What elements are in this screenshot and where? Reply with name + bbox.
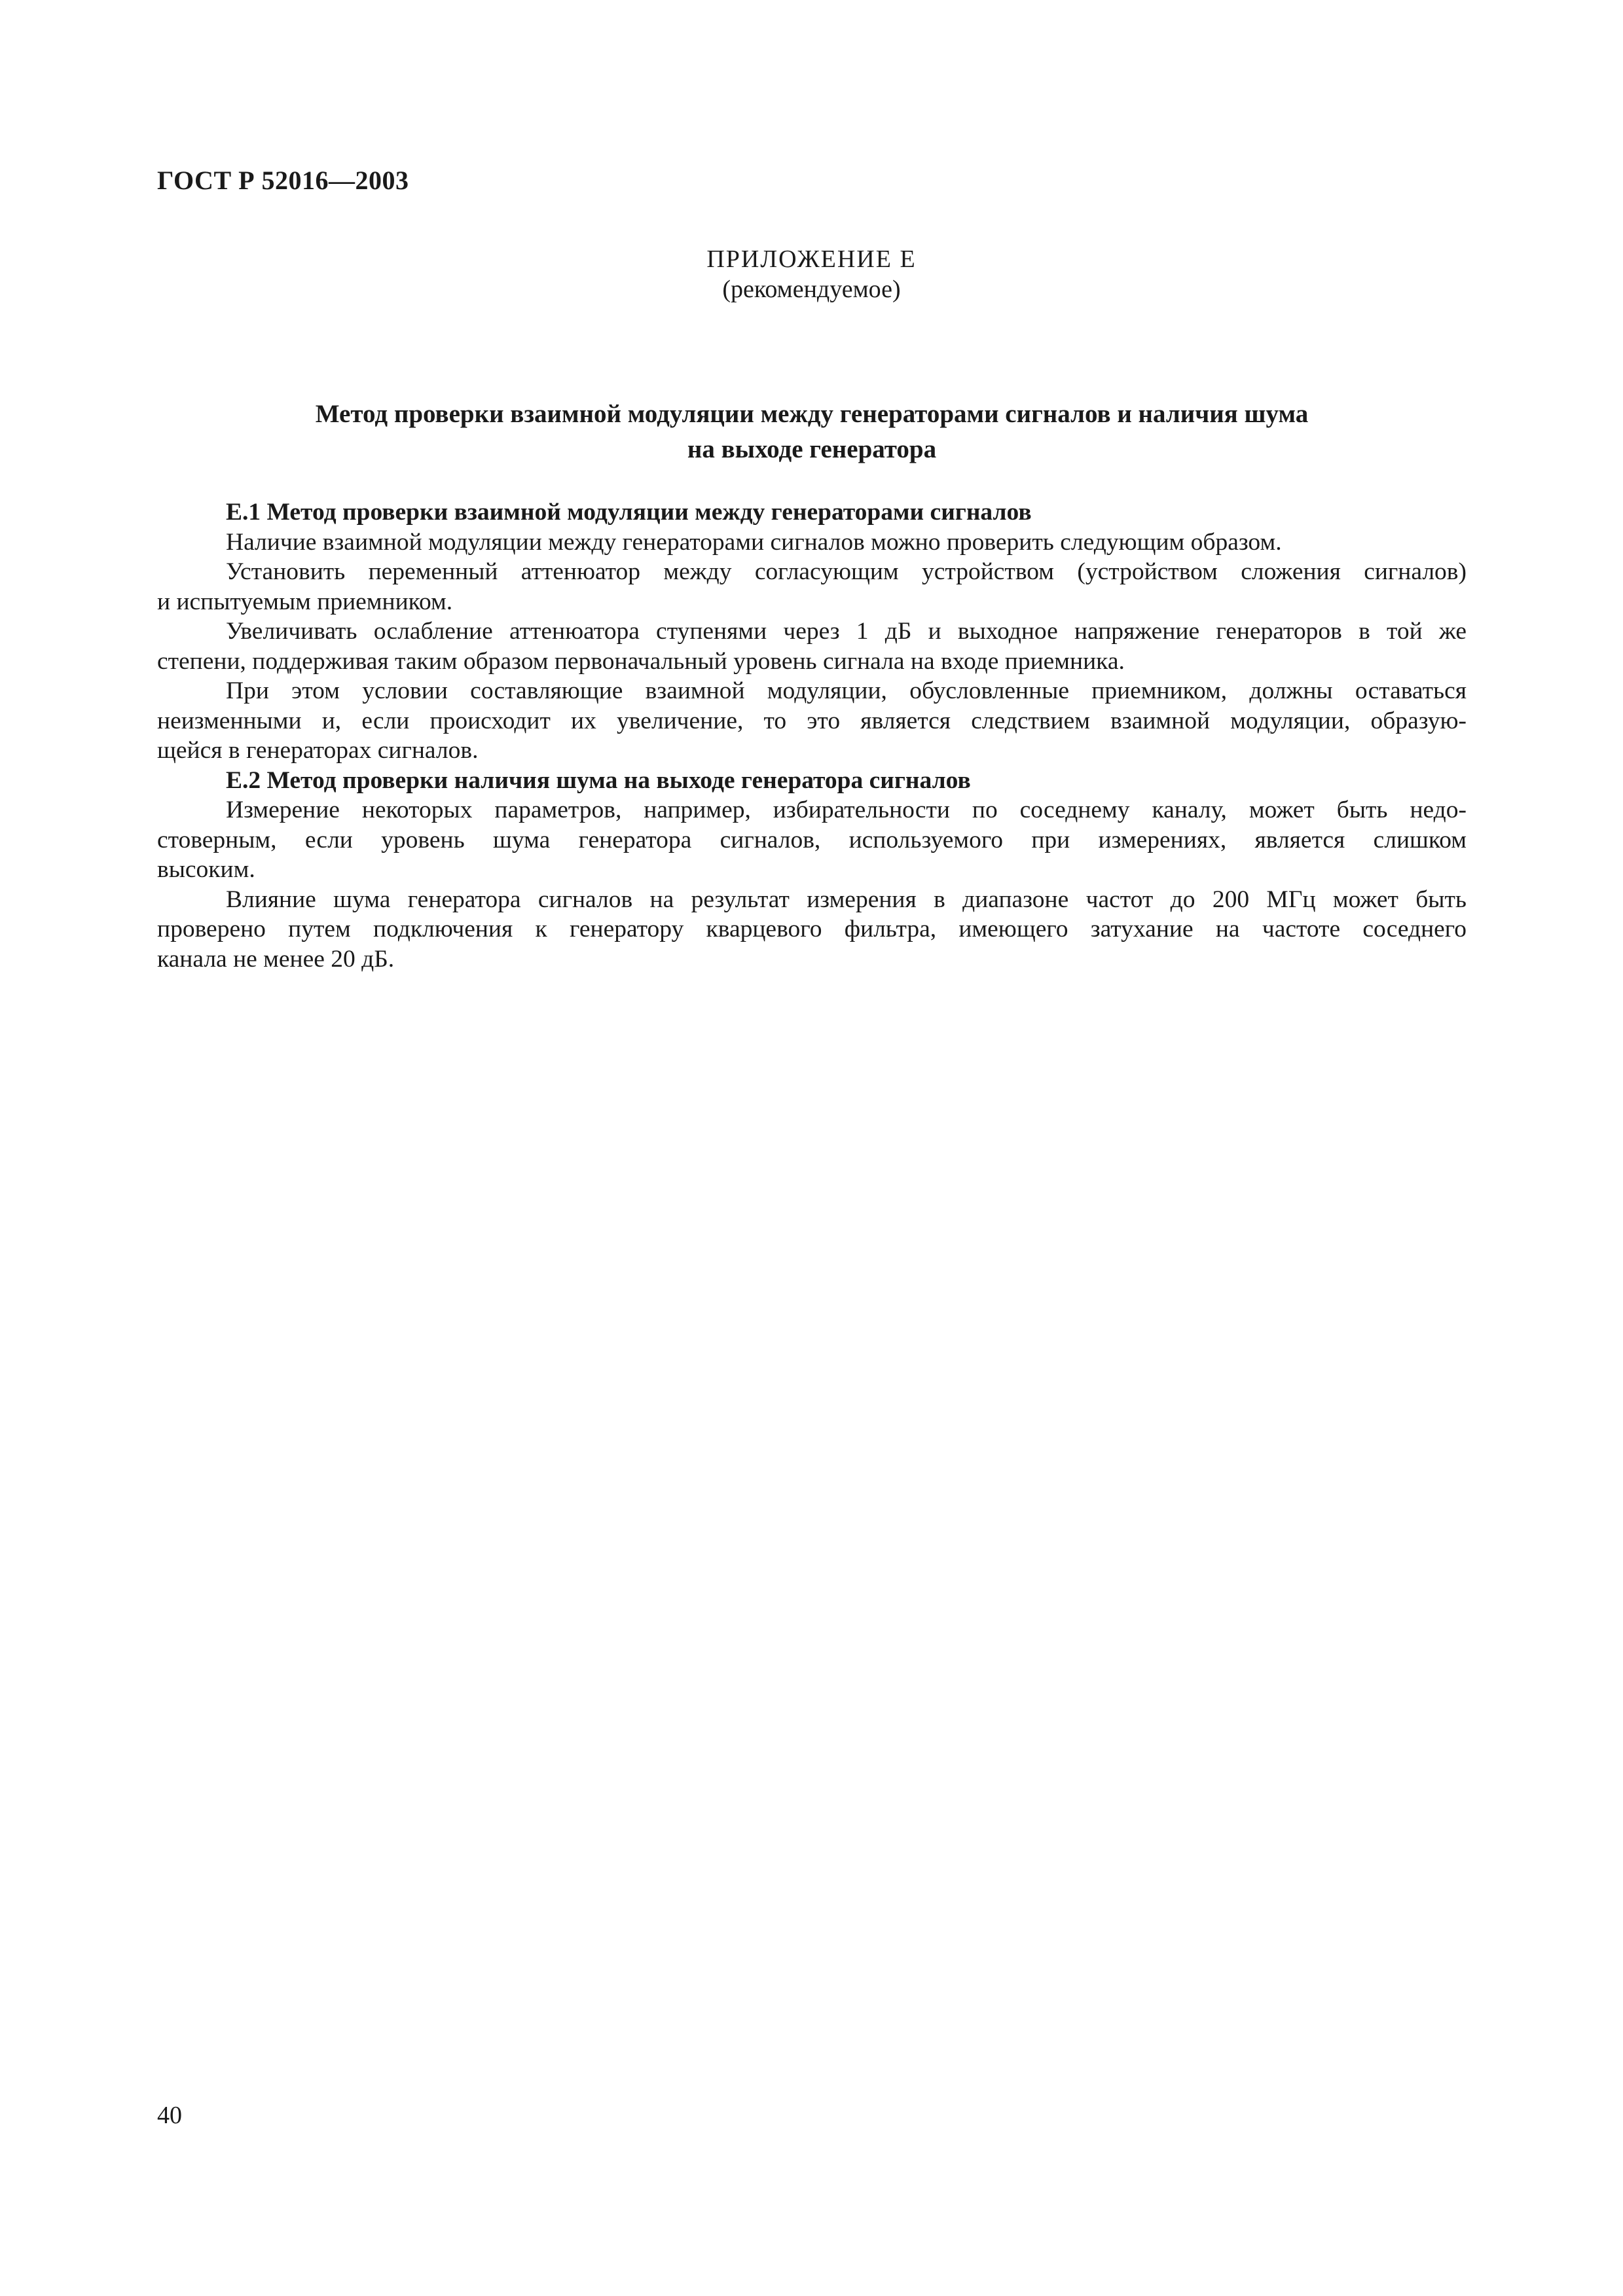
section-1-paragraph-2: [157, 557, 1467, 617]
page-number: 40: [157, 2102, 182, 2129]
paragraph-line: При этом условии составляющие взаимной модуляции, обусловленные приемником, должны оставаться: [226, 677, 1467, 704]
paragraph-line: Влияние шума генератора сигналов на результат измерения в диапазоне частот до 200 МГц может быть: [226, 886, 1467, 913]
section-1-paragraph-1: [157, 528, 1467, 558]
section-2-paragraph-2: [157, 885, 1467, 975]
appendix-heading: [0, 243, 1623, 304]
paragraph-line: канала не менее 20 дБ.: [157, 945, 395, 973]
document-title-line-2: на выходе генератора: [687, 435, 937, 463]
section-1-heading: Е.1 Метод проверки взаимной модуляции между генераторами сигналов: [226, 499, 1032, 526]
paragraph-line: неизменными и, если происходит их увеличение, то это является следствием взаимной модуляции, образую-: [157, 707, 1467, 734]
paragraph-line: и испытуемым приемником.: [157, 588, 453, 615]
body-text: [157, 497, 1467, 974]
section-1-paragraph-4: [157, 676, 1467, 766]
paragraph-line: Наличие взаимной модуляции между генераторами сигналов можно проверить следующим образом.: [226, 528, 1282, 556]
appendix-subtitle: (рекомендуемое): [722, 276, 901, 303]
document-title: [157, 397, 1467, 467]
paragraph-line: щейся в генераторах сигналов.: [157, 737, 479, 764]
section-2-heading: Е.2 Метод проверки наличия шума на выходе генератора сигналов: [226, 766, 971, 794]
paragraph-line: Увеличивать ослабление аттенюатора ступенями через 1 дБ и выходное напряжение генераторов в той же: [226, 618, 1467, 645]
section-1-paragraph-3: [157, 617, 1467, 676]
document-title-line-1: Метод проверки взаимной модуляции между генераторами сигналов и наличия шума: [315, 400, 1309, 428]
paragraph-line: Установить переменный аттенюатор между согласующим устройством (устройством сложения сигналов): [226, 558, 1467, 585]
paragraph-line: стоверным, если уровень шума генератора сигналов, используемого при измерениях, является слишком: [157, 826, 1467, 853]
paragraph-line: Измерение некоторых параметров, например, избирательности по соседнему каналу, может быть недо-: [226, 797, 1467, 823]
paragraph-line: степени, поддерживая таким образом первоначальный уровень сигнала на входе приемника.: [157, 647, 1125, 675]
section-2-paragraph-1: [157, 795, 1467, 885]
appendix-title: ПРИЛОЖЕНИЕ Е: [706, 245, 917, 273]
standard-code: ГОСТ Р 52016—2003: [157, 166, 409, 195]
paragraph-line: проверено путем подключения к генератору кварцевого фильтра, имеющего затухание на частоте соседнего: [157, 916, 1467, 942]
paragraph-line: высоким.: [157, 856, 255, 883]
